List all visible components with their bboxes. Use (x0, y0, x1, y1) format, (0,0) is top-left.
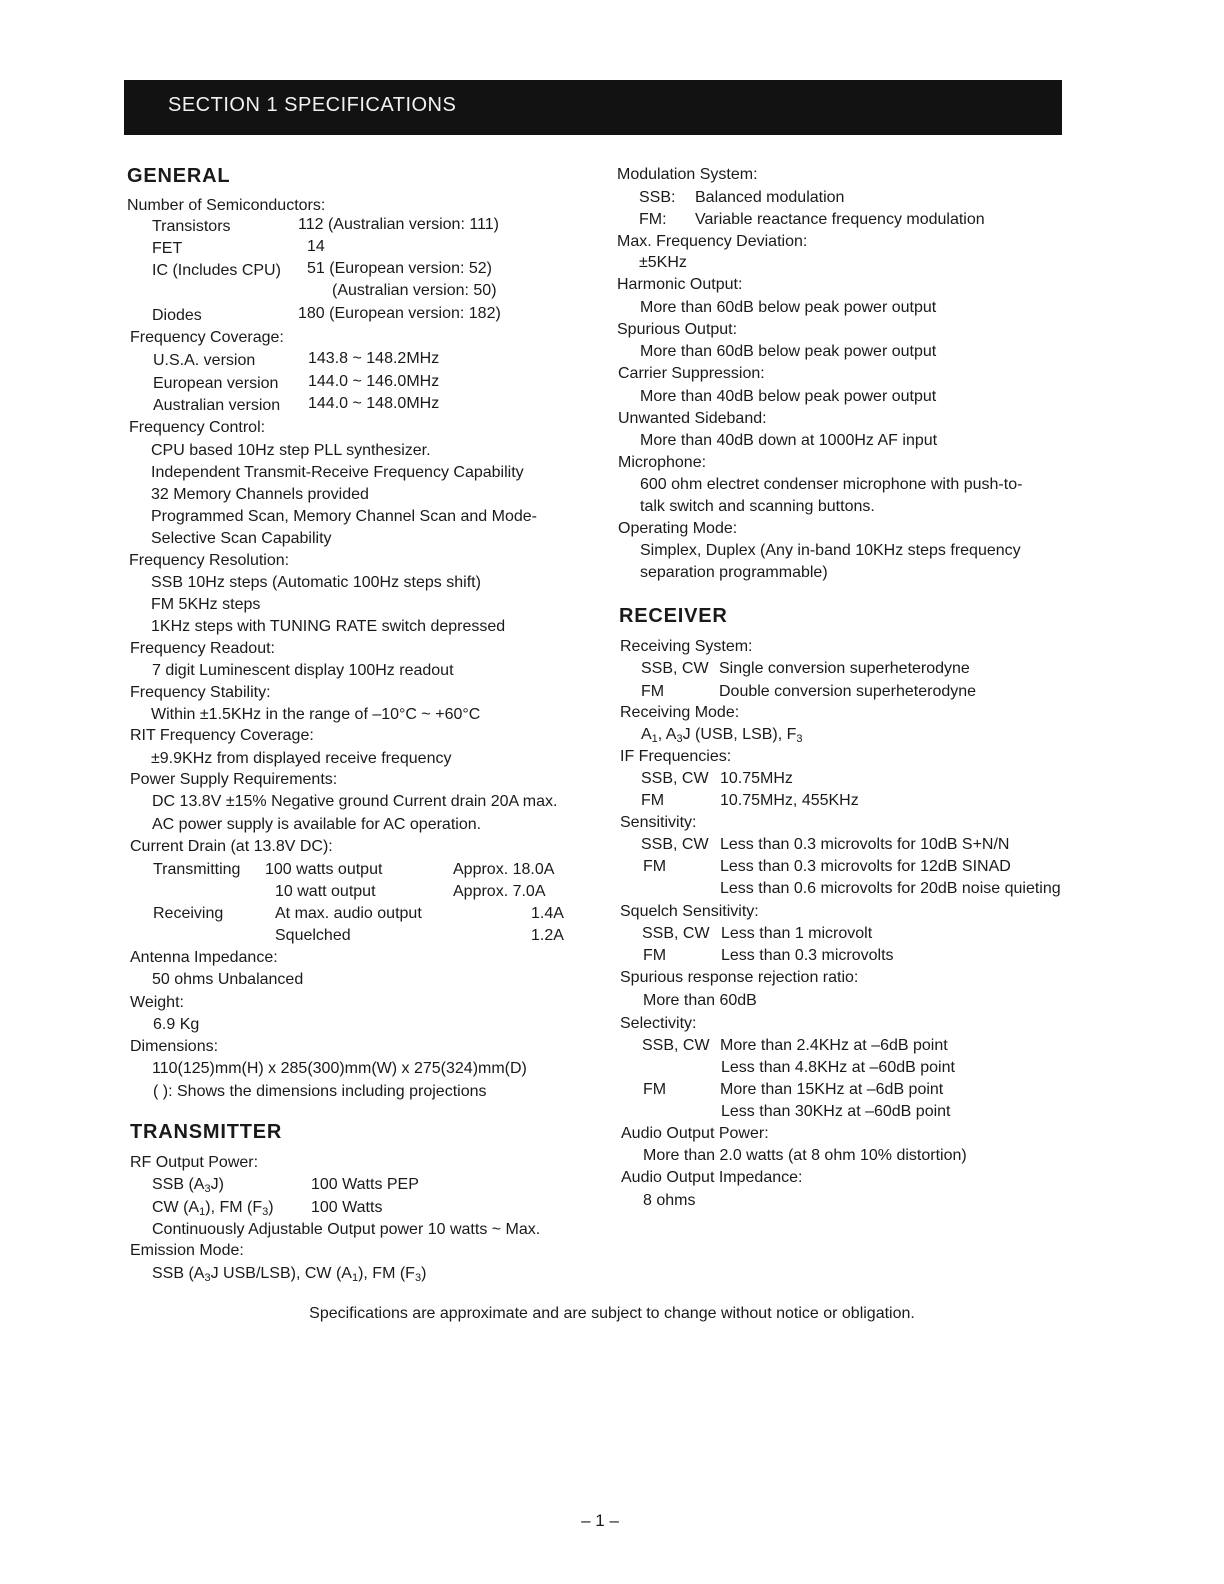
audio-output-impedance-value: 8 ohms (643, 1192, 696, 1209)
squelch-sensitivity-label: Squelch Sensitivity: (620, 903, 759, 920)
selectivity-ssb-value-2: Less than 4.8KHz at –60dB point (721, 1059, 955, 1076)
drain-rx-max-audio: At max. audio output (275, 905, 422, 922)
rit-coverage-label: RIT Frequency Coverage: (130, 727, 314, 744)
fet-key: FET (152, 240, 183, 257)
receiving-system-fm-value: Double conversion superheterodyne (719, 683, 977, 700)
emission-mode-value: SSB ($A_3J$ USB/LSB), CW $(A_1)$, FM $(F_3)$ (152, 1265, 427, 1284)
drain-tx-10w-value: Approx. 7.0A (453, 883, 546, 900)
frequency-control-line: Independent Transmit-Receive Frequency Capability (151, 464, 524, 481)
general-heading: GENERAL (127, 165, 231, 187)
receiver-heading: RECEIVER (619, 605, 728, 627)
operating-mode-line: separation programmable) (640, 564, 828, 581)
selectivity-label: Selectivity: (620, 1015, 697, 1032)
receiving-system-ssb-key: SSB, CW (641, 660, 709, 677)
deviation-label: Max. Frequency Deviation: (617, 233, 808, 250)
drain-transmitting-key: Transmitting (153, 861, 241, 878)
modulation-system-label: Modulation System: (617, 166, 758, 183)
sensitivity-ssb-key: SSB, CW (641, 836, 709, 853)
receiving-mode-label: Receiving Mode: (620, 704, 740, 721)
usa-version-value: 143.8 ~ 148.2MHz (308, 350, 440, 367)
microphone-line: talk switch and scanning buttons. (640, 498, 875, 515)
squelch-fm-value: Less than 0.3 microvolts (721, 947, 894, 964)
ic-value-australian: (Australian version: 50) (332, 282, 497, 299)
antenna-impedance-label: Antenna Impedance: (130, 949, 278, 966)
specifications-footnote: Specifications are approximate and are subject to change without notice or obligation. (309, 1305, 915, 1322)
sensitivity-fm-value-2: Less than 0.6 microvolts for 20dB noise quieting (720, 880, 1061, 897)
frequency-coverage-label: Frequency Coverage: (130, 329, 284, 346)
microphone-label: Microphone: (618, 454, 707, 471)
if-fm-key: FM (641, 792, 665, 809)
operating-mode-label: Operating Mode: (618, 520, 738, 537)
selectivity-ssb-value-1: More than 2.4KHz at –6dB point (720, 1037, 948, 1054)
rf-cw-fm-value: 100 Watts (311, 1199, 383, 1216)
microphone-line: 600 ohm electret condenser microphone with push-to- (640, 476, 1023, 493)
unwanted-sideband-value: More than 40dB down at 1000Hz AF input (640, 432, 938, 449)
transmitter-heading: TRANSMITTER (130, 1121, 283, 1143)
power-supply-ac: AC power supply is available for AC operation. (152, 816, 482, 833)
rf-ssb-value: 100 Watts PEP (311, 1176, 419, 1193)
modulation-fm-key: FM: (639, 211, 667, 228)
if-fm-value: 10.75MHz, 455KHz (720, 792, 859, 809)
frequency-readout-value: 7 digit Luminescent display 100Hz readout (152, 662, 454, 679)
diodes-key: Diodes (152, 307, 202, 324)
audio-output-power-value: More than 2.0 watts (at 8 ohm 10% distortion) (643, 1147, 967, 1164)
frequency-control-label: Frequency Control: (129, 419, 266, 436)
frequency-readout-label: Frequency Readout: (130, 640, 275, 657)
drain-receiving-key: Receiving (153, 905, 224, 922)
frequency-stability-label: Frequency Stability: (130, 684, 271, 701)
harmonic-output-label: Harmonic Output: (617, 276, 743, 293)
receiving-mode-value: $A_1$, $A_3J$ (USB, LSB), $F_3$ (641, 726, 803, 745)
resolution-ssb: SSB 10Hz steps (Automatic 100Hz steps shift) (151, 574, 481, 591)
australian-version-key: Australian version (153, 397, 281, 414)
frequency-control-line: Selective Scan Capability (151, 530, 332, 547)
squelch-ssb-key: SSB, CW (642, 925, 710, 942)
if-frequencies-label: IF Frequencies: (620, 748, 732, 765)
carrier-suppression-value: More than 40dB below peak power output (640, 388, 937, 405)
resolution-fm: FM 5KHz steps (151, 596, 261, 613)
harmonic-output-value: More than 60dB below peak power output (640, 299, 937, 316)
spurious-output-value: More than 60dB below peak power output (640, 343, 937, 360)
rit-coverage-value: ±9.9KHz from displayed receive frequency (151, 750, 452, 767)
sensitivity-ssb-value: Less than 0.3 microvolts for 10dB S+N/N (720, 836, 1010, 853)
semiconductors-label: Number of Semiconductors: (127, 197, 326, 214)
squelch-ssb-value: Less than 1 microvolt (721, 925, 873, 942)
sensitivity-fm-key: FM (643, 858, 667, 875)
squelch-fm-key: FM (643, 947, 667, 964)
modulation-ssb-value: Balanced modulation (695, 189, 845, 206)
usa-version-key: U.S.A. version (153, 352, 256, 369)
european-version-value: 144.0 ~ 146.0MHz (308, 373, 440, 390)
modulation-ssb-key: SSB: (639, 189, 676, 206)
modulation-fm-value: Variable reactance frequency modulation (695, 211, 985, 228)
ic-value: 51 (European version: 52) (307, 260, 492, 277)
drain-tx-100w: 100 watts output (265, 861, 383, 878)
spurious-rejection-value: More than 60dB (643, 992, 757, 1009)
section-title: SECTION 1 SPECIFICATIONS (168, 94, 457, 116)
frequency-stability-value: Within ±1.5KHz in the range of –10°C ~ +60°C (151, 706, 481, 723)
if-ssb-value: 10.75MHz (720, 770, 793, 787)
drain-tx-10w: 10 watt output (275, 883, 376, 900)
ic-key: IC (Includes CPU) (152, 262, 281, 279)
emission-mode-label: Emission Mode: (130, 1242, 244, 1259)
rf-output-label: RF Output Power: (130, 1154, 259, 1171)
current-drain-label: Current Drain (at 13.8V DC): (130, 838, 333, 855)
dimensions-label: Dimensions: (130, 1038, 219, 1055)
rf-cw-fm-mode: CW $(A_1)$, FM $(F_3)$ (152, 1199, 274, 1218)
frequency-control-line: CPU based 10Hz step PLL synthesizer. (151, 442, 431, 459)
dimensions-value: 110(125)mm(H) x 285(300)mm(W) x 275(324)mm(D) (152, 1060, 527, 1077)
drain-tx-100w-value: Approx. 18.0A (453, 861, 555, 878)
sensitivity-fm-value: Less than 0.3 microvolts for 12dB SINAD (720, 858, 1011, 875)
unwanted-sideband-label: Unwanted Sideband: (618, 410, 767, 427)
power-supply-dc: DC 13.8V ±15% Negative ground Current drain 20A max. (152, 793, 558, 810)
weight-value: 6.9 Kg (153, 1016, 200, 1033)
selectivity-fm-value-2: Less than 30KHz at –60dB point (721, 1103, 951, 1120)
transistors-value: 112 (Australian version: 111) (298, 216, 499, 233)
resolution-tuning-rate: 1KHz steps with TUNING RATE switch depressed (151, 618, 506, 635)
fet-value: 14 (307, 238, 325, 255)
australian-version-value: 144.0 ~ 148.0MHz (308, 395, 440, 412)
operating-mode-line: Simplex, Duplex (Any in-band 10KHz steps frequency (640, 542, 1021, 559)
audio-output-power-label: Audio Output Power: (621, 1125, 769, 1142)
european-version-key: European version (153, 375, 279, 392)
weight-label: Weight: (130, 994, 184, 1011)
drain-rx-squelched: Squelched (275, 927, 351, 944)
section-header-bar (124, 80, 1062, 135)
rf-ssb-mode: SSB $(A_3J)$ (152, 1176, 224, 1195)
power-supply-label: Power Supply Requirements: (130, 771, 338, 788)
drain-rx-max-audio-value: 1.4A (531, 905, 564, 922)
deviation-value: ±5KHz (639, 254, 687, 271)
rf-adjustable: Continuously Adjustable Output power 10 watts ~ Max. (152, 1221, 541, 1238)
frequency-resolution-label: Frequency Resolution: (129, 552, 290, 569)
selectivity-ssb-key: SSB, CW (642, 1037, 710, 1054)
frequency-control-line: Programmed Scan, Memory Channel Scan and Mode- (151, 508, 537, 525)
antenna-impedance-value: 50 ohms Unbalanced (152, 971, 304, 988)
selectivity-fm-value-1: More than 15KHz at –6dB point (720, 1081, 944, 1098)
audio-output-impedance-label: Audio Output Impedance: (621, 1169, 803, 1186)
frequency-control-line: 32 Memory Channels provided (151, 486, 369, 503)
transistors-key: Transistors (152, 218, 231, 235)
dimensions-note: ( ): Shows the dimensions including projections (153, 1083, 487, 1100)
page-number: – 1 – (581, 1511, 619, 1530)
sensitivity-label: Sensitivity: (620, 814, 697, 831)
spurious-rejection-label: Spurious response rejection ratio: (620, 969, 859, 986)
receiving-system-fm-key: FM (641, 683, 665, 700)
receiving-system-ssb-value: Single conversion superheterodyne (719, 660, 970, 677)
if-ssb-key: SSB, CW (641, 770, 709, 787)
drain-rx-squelched-value: 1.2A (531, 927, 564, 944)
receiving-system-label: Receiving System: (620, 638, 753, 655)
spurious-output-label: Spurious Output: (617, 321, 738, 338)
carrier-suppression-label: Carrier Suppression: (618, 365, 765, 382)
diodes-value: 180 (European version: 182) (298, 305, 501, 322)
selectivity-fm-key: FM (643, 1081, 667, 1098)
